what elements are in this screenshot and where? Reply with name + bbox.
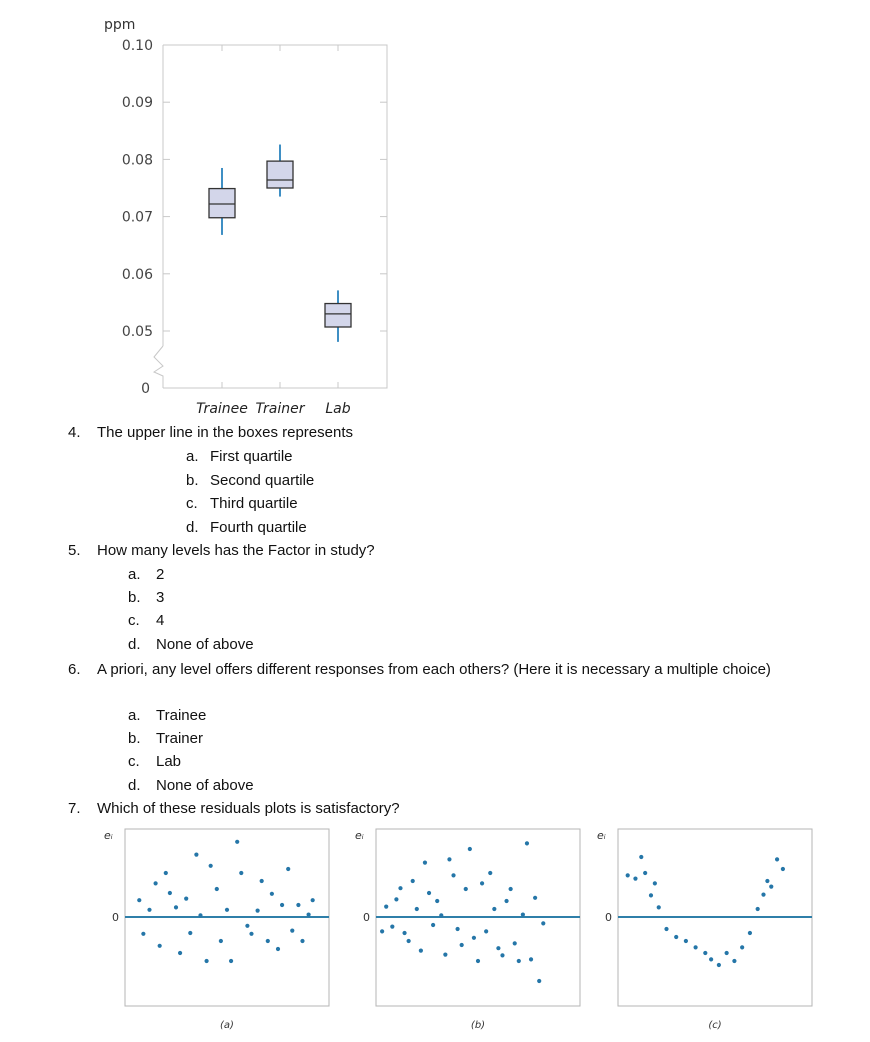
residual-point — [464, 887, 468, 891]
y-tick-label: 0.10 — [121, 38, 153, 54]
residual-point — [484, 929, 488, 933]
residual-point — [286, 867, 290, 871]
question-text: The upper line in the boxes represents — [97, 424, 353, 441]
y-axis-label: ppm — [104, 17, 136, 33]
residual-point — [198, 913, 202, 917]
residual-point — [541, 921, 545, 925]
residual-plot-a[interactable] — [92, 824, 332, 1036]
residual-point — [649, 893, 653, 897]
residual-point — [653, 881, 657, 885]
category-label: Trainer — [255, 401, 305, 417]
residual-point — [419, 949, 423, 953]
q4-option-c[interactable] — [186, 495, 298, 512]
option-letter: a. — [186, 448, 199, 465]
option-letter: d. — [128, 636, 141, 653]
residual-point — [407, 939, 411, 943]
residual-point — [280, 903, 284, 907]
residual-point — [154, 881, 158, 885]
option-letter: c. — [128, 612, 140, 629]
residual-point — [296, 903, 300, 907]
residual-point — [394, 897, 398, 901]
option-text: Lab — [156, 753, 182, 770]
residual-point — [194, 853, 198, 857]
q4-option-a[interactable] — [186, 448, 293, 465]
option-text: Fourth quartile — [210, 519, 307, 536]
box-trainee — [209, 189, 235, 218]
residual-point — [290, 929, 294, 933]
option-letter: d. — [128, 777, 141, 794]
question-6 — [68, 659, 788, 681]
residual-point — [468, 847, 472, 851]
q6-option-c[interactable] — [128, 753, 181, 770]
question-5 — [68, 542, 375, 559]
q5-option-a[interactable] — [128, 566, 164, 583]
option-text: Trainee — [156, 707, 207, 724]
q4-option-d[interactable] — [186, 519, 307, 536]
axis-break-icon — [154, 346, 163, 388]
residual-point — [209, 864, 213, 868]
q6-option-b[interactable] — [128, 730, 203, 747]
boxplot-chart — [95, 12, 395, 422]
residual-point — [761, 893, 765, 897]
residual-point — [717, 963, 721, 967]
residual-point — [188, 931, 192, 935]
residual-point — [517, 959, 521, 963]
box-trainer — [267, 161, 293, 188]
residual-point — [178, 951, 182, 955]
residual-point — [215, 887, 219, 891]
y-axis-label: eᵢ — [104, 829, 113, 842]
plot-frame — [163, 45, 387, 388]
residual-point — [158, 944, 162, 948]
residual-point — [427, 891, 431, 895]
y-tick-label: 0 — [141, 381, 150, 397]
residual-point — [781, 867, 785, 871]
option-letter: a. — [128, 707, 141, 724]
residual-plot-c[interactable] — [585, 824, 815, 1036]
q6-option-d[interactable] — [128, 777, 254, 794]
residual-point — [256, 909, 260, 913]
option-text: Second quartile — [210, 472, 315, 489]
option-text: 4 — [156, 612, 165, 629]
zero-label: 0 — [112, 911, 119, 924]
residual-point — [703, 951, 707, 955]
option-letter: b. — [128, 730, 141, 747]
residual-point — [431, 923, 435, 927]
option-letter: b. — [128, 589, 141, 606]
residual-point — [756, 907, 760, 911]
residual-point — [402, 931, 406, 935]
option-letter: d. — [186, 519, 199, 536]
category-label: Trainee — [196, 401, 248, 417]
residual-point — [504, 899, 508, 903]
residual-point — [488, 871, 492, 875]
residual-point — [384, 905, 388, 909]
residual-point — [235, 840, 239, 844]
residual-point — [451, 873, 455, 877]
residual-point — [141, 932, 145, 936]
question-number: 5. — [68, 542, 81, 559]
y-axis-label: eᵢ — [355, 829, 364, 842]
residual-point — [740, 945, 744, 949]
plot-caption: (c) — [708, 1020, 722, 1031]
residual-point — [398, 886, 402, 890]
plot-caption: (b) — [470, 1020, 486, 1031]
q4-option-b[interactable] — [186, 472, 314, 489]
residual-point — [174, 905, 178, 909]
zero-label: 0 — [363, 911, 370, 924]
residual-point — [415, 907, 419, 911]
q5-option-c[interactable] — [128, 612, 164, 629]
y-tick-label: 0.05 — [121, 324, 153, 340]
residual-point — [476, 959, 480, 963]
residual-point — [775, 857, 779, 861]
option-letter: c. — [128, 753, 140, 770]
residual-point — [164, 871, 168, 875]
residual-point — [184, 897, 188, 901]
option-text: None of above — [156, 636, 254, 653]
residual-point — [239, 871, 243, 875]
residual-point — [748, 931, 752, 935]
residual-point — [765, 879, 769, 883]
y-tick-label: 0.07 — [121, 209, 153, 226]
residual-point — [529, 957, 533, 961]
residual-point — [276, 947, 280, 951]
option-text: Trainer — [156, 730, 203, 747]
residual-point — [307, 913, 311, 917]
option-letter: c. — [186, 495, 198, 512]
option-text: First quartile — [210, 448, 293, 465]
question-7 — [68, 800, 400, 817]
residual-point — [229, 959, 233, 963]
residual-point — [626, 873, 630, 877]
zero-label: 0 — [605, 911, 612, 924]
residual-point — [521, 913, 525, 917]
residual-point — [435, 899, 439, 903]
residual-point — [639, 855, 643, 859]
y-axis-label: eᵢ — [597, 829, 606, 842]
residual-point — [270, 892, 274, 896]
residual-point — [492, 907, 496, 911]
residual-point — [769, 885, 773, 889]
residual-point — [537, 979, 541, 983]
residual-point — [456, 927, 460, 931]
residual-point — [147, 908, 151, 912]
residual-point — [725, 951, 729, 955]
residual-point — [513, 941, 517, 945]
residual-point — [168, 891, 172, 895]
residual-point — [225, 908, 229, 912]
category-label: Lab — [325, 401, 351, 417]
option-text: 2 — [156, 566, 165, 583]
option-text: 3 — [156, 589, 165, 606]
question-text: How many levels has the Factor in study? — [97, 542, 375, 559]
residual-point — [684, 939, 688, 943]
question-number: 6. — [68, 661, 81, 678]
residual-point — [709, 957, 713, 961]
residual-point — [245, 924, 249, 928]
q5-option-b[interactable] — [128, 589, 164, 606]
residual-point — [525, 841, 529, 845]
residual-point — [137, 898, 141, 902]
residual-plot-b[interactable] — [343, 824, 583, 1036]
y-tick-label: 0.06 — [121, 266, 153, 283]
residual-point — [500, 953, 504, 957]
residual-point — [732, 959, 736, 963]
option-letter: b. — [186, 472, 199, 489]
y-tick-label: 0.09 — [121, 95, 153, 112]
residual-point — [533, 896, 537, 900]
residual-point — [390, 925, 394, 929]
question-number: 7. — [68, 800, 81, 817]
residual-point — [633, 877, 637, 881]
residual-point — [509, 887, 513, 891]
residual-point — [443, 953, 447, 957]
q5-option-d[interactable] — [128, 636, 254, 653]
option-letter: a. — [128, 566, 141, 583]
question-text: Which of these residuals plots is satisfactory? — [97, 800, 400, 817]
residual-point — [460, 943, 464, 947]
residual-point — [694, 945, 698, 949]
residual-point — [423, 861, 427, 865]
residual-point — [496, 946, 500, 950]
residual-point — [311, 898, 315, 902]
y-tick-label: 0.08 — [121, 152, 153, 169]
question-number: 4. — [68, 424, 81, 441]
residual-point — [411, 879, 415, 883]
residual-point — [674, 935, 678, 939]
question-4 — [68, 424, 353, 441]
residual-point — [664, 927, 668, 931]
residual-point — [266, 939, 270, 943]
q6-option-a[interactable] — [128, 707, 206, 724]
residual-point — [447, 857, 451, 861]
residual-point — [249, 932, 253, 936]
residual-point — [657, 905, 661, 909]
box-lab — [325, 304, 351, 327]
residual-point — [439, 913, 443, 917]
residual-point — [380, 929, 384, 933]
residual-point — [219, 939, 223, 943]
residual-point — [205, 959, 209, 963]
option-text: Third quartile — [210, 495, 298, 512]
residual-point — [300, 939, 304, 943]
question-text: A priori, any level offers different responses from each others? (Here it is necessary a multiple choice) — [97, 661, 771, 678]
residual-point — [643, 871, 647, 875]
residual-point — [472, 936, 476, 940]
residual-point — [260, 879, 264, 883]
residual-point — [480, 881, 484, 885]
option-text: None of above — [156, 777, 254, 794]
plot-caption: (a) — [220, 1020, 234, 1031]
